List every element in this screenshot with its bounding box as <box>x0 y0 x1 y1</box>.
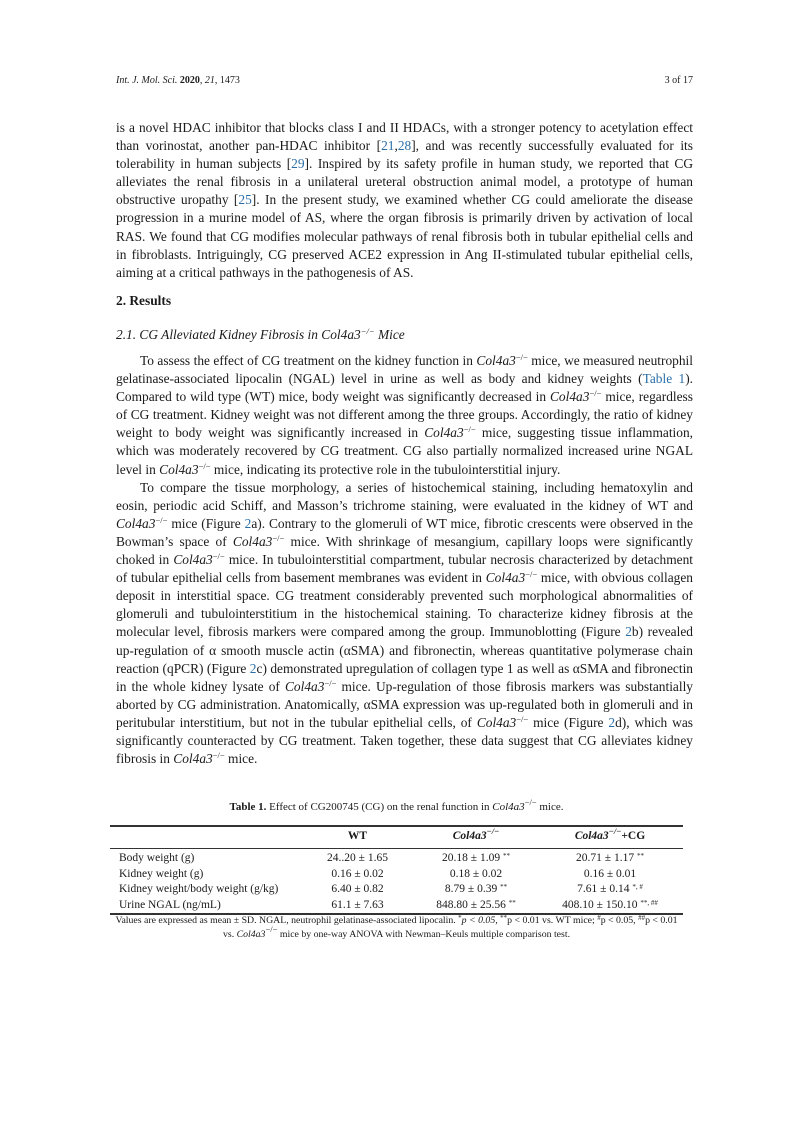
text: mice. Up-regulation of those fibrosis markers was substantially aborted by CG administration. Anatomically, αSMA expression was up-regulated both in glomeruli and in peritubular interstitium, but not in the tubular epithelial cells, of <box>116 678 693 730</box>
gene-name: Col4a3 <box>485 570 526 586</box>
value: 408.10 ± 150.10 <box>562 898 638 911</box>
text: p < 0.01 vs. WT mice; <box>507 915 598 926</box>
text: To assess the effect of CG treatment on the kidney function in <box>140 353 477 368</box>
results-paragraph-2 <box>116 479 693 769</box>
text: a). Contrary to the glomeruli of WT mice, fibrotic crescents were observed in the Bowman’s space of <box>116 515 693 549</box>
text: p < 0.05, <box>600 915 639 926</box>
article-number: 1473 <box>219 75 240 86</box>
text: mice, we measured neutrophil gelatinase-associated lipocalin (NGAL) level in urine as well as body and kidney weights ( <box>116 353 693 387</box>
value: 0.16 ± 0.01 <box>583 867 637 880</box>
cell-wt: 0.16 ± 0.02 <box>331 867 384 880</box>
significance-marker: ** <box>636 852 644 860</box>
text: mice, indicating its protective role in the tubulointerstitial injury. <box>210 461 561 477</box>
figure-ref-link[interactable]: 2 <box>608 714 616 730</box>
superscript: −/− <box>265 923 278 934</box>
table-row <box>110 898 683 914</box>
gene-name: Col4a3 <box>159 461 199 477</box>
text: Col4a3 <box>574 830 609 843</box>
table-header-row <box>110 826 683 848</box>
gene-name: Col4a3 <box>476 714 517 730</box>
row-label: Kidney weight (g) <box>119 867 204 880</box>
text: mice, with obvious collagen deposit in interstitial space. CG treatment considerably prevented such morphological abnormalities of glomeruli and tubulointerstitium in the histochemical staining. To characterize kidney fibrosis at the molecular level, fibrosis markers were compared among the group. Immunoblotting (Figure <box>116 570 693 640</box>
text: +CG <box>621 830 646 843</box>
cell-wt: 6.40 ± 0.82 <box>331 883 384 895</box>
cell-col4a3-cg <box>537 898 683 914</box>
column-header-empty <box>110 826 300 848</box>
text: To compare the tissue morphology, a series of histochemical staining, including hematoxylin and eosin, periodic acid Schiff, and Masson’s trichrome staining, were evaluated in the kidney of WT and <box>116 479 693 513</box>
gene-name: Col4a3 <box>236 928 266 940</box>
significance-marker: # <box>597 914 601 922</box>
gene-name: Col4a3 <box>550 389 590 405</box>
text: ]. In the present study, we examined whether CG could ameliorate the disease progression in a murine model of AS, where the organ fibrosis is primarily driven by activation of local RAS. We found that CG modifies molecular pathways of renal fibrosis both in tubular epithelial cells and in fibroblasts. Intriguingly, CG preserved ACE2 expression in Ang II-stimulated tubular epithelial cells, aiming at a critical pathways in the pathogenesis of AS. <box>116 192 693 280</box>
superscript: −/− <box>524 797 537 807</box>
superscript: −/− <box>589 388 602 399</box>
text: mice (Figure <box>528 714 609 730</box>
table-footnote <box>110 914 683 941</box>
text: ). Compared to wild type (WT) mice, body weight was significantly decreased in <box>116 371 694 405</box>
table-row <box>110 867 683 883</box>
text: b) revealed up-regulation of α smooth muscle actin (αSMA) and fibronectin, whereas quantitative polymerase chain reaction (qPCR) (Figure <box>116 624 693 676</box>
text: c) demonstrated upregulation of collagen type 1 as well as αSMA and fibronectin in the whole kidney lysate of <box>116 660 693 694</box>
text: mice (Figure <box>167 515 245 531</box>
cell-wt: 24..20 ± 1.65 <box>327 852 388 864</box>
column-header-wt: WT <box>347 830 368 843</box>
significance-marker: *, # <box>632 883 643 891</box>
citation-link[interactable]: 25 <box>238 192 252 208</box>
row-label: Kidney weight/body weight (g/kg) <box>119 883 279 895</box>
column-header-col4a3 <box>415 826 537 848</box>
significance-marker: **, ## <box>640 898 658 907</box>
gene-name: Col4a3 <box>173 552 213 568</box>
value: 848.80 ± 25.56 <box>436 898 506 911</box>
value: 0.18 ± 0.02 <box>449 867 503 880</box>
gene-name: Col4a3 <box>173 751 213 767</box>
significance-marker: ## <box>638 914 646 922</box>
text: mice. In tubulointerstitial compartment, tubular necrosis characterized by detachment of tubular epithelial cells from basement membranes was evident in <box>116 552 694 586</box>
gene-name: Col4a3 <box>116 515 156 531</box>
cell-wt: 61.1 ± 7.63 <box>331 898 384 911</box>
journal-citation: Int. J. Mol. Sci. 2020, 21, 1473 <box>116 75 240 86</box>
subsection-heading <box>116 327 405 343</box>
page-header <box>116 74 693 88</box>
text: p < 0.01 vs. <box>222 915 678 940</box>
text: d), which was significantly counteracted by CG treatment. Taken together, these data suggest that CG alleviates kidney fibrosis in <box>116 714 693 767</box>
row-label: Body weight (g) <box>119 852 195 864</box>
text: mice by one-way ANOVA with Newman–Keuls multiple comparison test. <box>277 928 571 940</box>
citation-link[interactable]: 21 <box>381 138 395 154</box>
significance-marker: ** <box>500 914 508 922</box>
gene-name: Col4a3 <box>492 801 525 813</box>
gene-name: Col4a3 <box>232 533 273 549</box>
value: 20.18 ± 1.09 <box>442 852 501 864</box>
superscript: −/− <box>198 460 211 471</box>
section-heading: 2. Results <box>116 293 172 308</box>
cell-col4a3-cg <box>537 848 683 867</box>
table-label: Table 1. <box>229 801 267 813</box>
cell-col4a3 <box>415 882 537 898</box>
text: mice. With shrinkage of mesangium, capillary loops were significantly choked in <box>116 533 694 568</box>
data-table <box>110 826 683 913</box>
significance-marker: ** <box>502 852 510 860</box>
journal-volume: 21 <box>204 75 215 86</box>
superscript: −/− <box>360 326 375 336</box>
superscript: −/− <box>608 826 622 837</box>
text: mice. <box>224 751 258 767</box>
figure-ref-link[interactable]: 2 <box>625 624 632 640</box>
significance-marker: ** <box>508 898 516 907</box>
text: , <box>394 138 398 154</box>
cell-col4a3-cg <box>537 867 683 883</box>
superscript: −/− <box>516 713 529 724</box>
intro-paragraph-block <box>116 119 693 282</box>
intro-paragraph <box>116 119 693 282</box>
value: 8.79 ± 0.39 <box>444 883 498 895</box>
text: mice, regardless of CG treatment. Kidney weight was not different among the three groups. Accordingly, the ratio of kidney weight to body weight was significantly increased in <box>116 389 693 441</box>
superscript: −/− <box>212 551 225 562</box>
journal-year: 2020 <box>179 75 200 86</box>
citation-link[interactable]: 28 <box>397 138 412 154</box>
table-ref-link[interactable]: Table 1 <box>642 371 686 387</box>
journal-abbrev: Int. J. Mol. Sci. <box>116 75 178 86</box>
text: Values are expressed as mean ± SD. NGAL, neutrophil gelatinase-associated lipocalin. <box>115 915 459 926</box>
superscript: −/− <box>272 532 285 543</box>
superscript: −/− <box>324 677 337 688</box>
figure-ref-link[interactable]: 2 <box>244 515 252 531</box>
results-text-block <box>116 352 693 768</box>
gene-name: Col4a3 <box>424 425 464 441</box>
superscript: −/− <box>212 750 225 761</box>
table-row <box>110 882 683 898</box>
gene-name: Col4a3 <box>285 678 325 694</box>
cell-col4a3-cg <box>537 882 683 898</box>
table-row <box>110 848 683 867</box>
significance-marker: * <box>458 914 462 922</box>
superscript: −/− <box>155 514 168 525</box>
cell-col4a3 <box>415 848 537 867</box>
text: mice. <box>536 801 564 813</box>
page-number: 3 of 17 <box>664 75 693 86</box>
superscript: −/− <box>515 352 528 362</box>
text: Effect of CG200745 (CG) on the renal function in <box>266 801 493 813</box>
value: 7.61 ± 0.14 <box>577 883 630 895</box>
row-label: Urine NGAL (ng/mL) <box>119 898 221 911</box>
citation-link[interactable]: 29 <box>291 156 305 172</box>
text: is a novel HDAC inhibitor that blocks class I and II HDACs, with a stronger potency to acetylation effect than vorinostat, another pan-HDAC inhibitor [ <box>116 120 693 154</box>
superscript: −/− <box>486 826 500 837</box>
text: ]. Inspired by its safety profile in human study, we reported that CG alleviates the renal fibrosis in a unilateral ureteral obstruction animal model, a prototype of human obstructive uropathy [ <box>116 156 694 208</box>
text: Mice <box>374 327 405 342</box>
value: 20.71 ± 1.17 <box>576 852 635 864</box>
text: p < 0.05, <box>461 915 501 926</box>
gene-name: Col4a3 <box>476 353 516 368</box>
superscript: −/− <box>463 424 476 435</box>
column-header-col4a3-cg <box>537 826 683 848</box>
text: mice, suggesting tissue inflammation, which was moderately recovered by CG treatment. CG also partially normalized increased urine NGAL level in <box>116 425 693 477</box>
cell-col4a3 <box>415 898 537 914</box>
superscript: −/− <box>525 569 538 580</box>
table-caption <box>0 797 793 813</box>
results-paragraph-1 <box>116 352 693 479</box>
text: 2.1. CG Alleviated Kidney Fibrosis in Col4a3 <box>116 327 361 342</box>
cell-col4a3 <box>415 867 537 883</box>
text: Col4a3 <box>452 830 487 843</box>
figure-ref-link[interactable]: 2 <box>249 660 257 676</box>
significance-marker: ** <box>500 883 508 891</box>
text: ], and was recently successfully evaluated for its tolerability in human subjects [ <box>116 138 693 172</box>
